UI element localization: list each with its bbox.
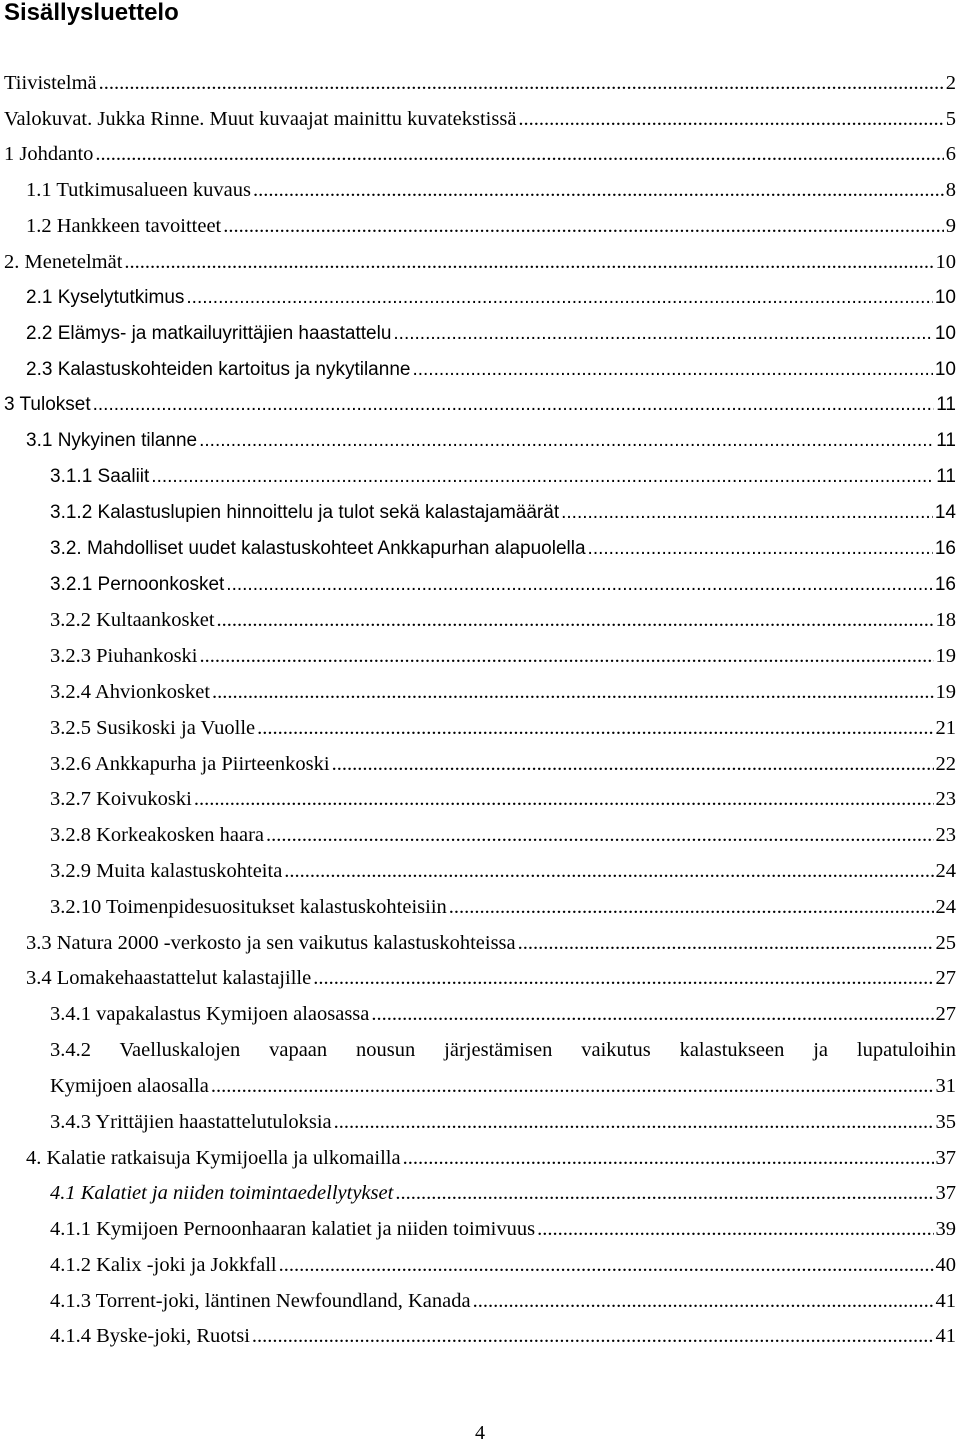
toc-entry-page: 18 — [935, 609, 956, 631]
toc-leader-dots — [371, 997, 933, 1031]
toc-leader-dots — [252, 1319, 934, 1353]
toc-entry-3-2-2[interactable] — [50, 603, 956, 637]
toc-entry-label: 3.4 Lomakehaastattelut kalastajille — [26, 967, 312, 989]
toc-entry-3-1[interactable] — [26, 424, 956, 458]
toc-entry-label: 4.1 Kalatiet ja niiden toimintaedellytykset — [50, 1182, 394, 1204]
toc-entry-label: 1.1 Tutkimusalueen kuvaus — [26, 179, 251, 201]
toc-entry-label: 2.3 Kalastuskohteiden kartoitus ja nykytilanne — [26, 359, 411, 380]
toc-entry-label: 4.1.3 Torrent-joki, läntinen Newfoundland, Kanada — [50, 1290, 471, 1312]
toc-leader-dots — [279, 1248, 934, 1282]
toc-leader-dots — [393, 317, 932, 351]
toc-entry-label: 3.2.10 Toimenpidesuositukset kalastuskohteisiin — [50, 896, 447, 918]
toc-leader-dots — [200, 639, 934, 673]
toc-entry-page: 5 — [945, 108, 956, 130]
toc-entry-label: Tiivistelmä — [4, 72, 97, 94]
toc-entry-page: 27 — [935, 967, 956, 989]
toc-entry-page: 10 — [934, 359, 956, 380]
toc-entry-tiivistelma[interactable] — [4, 66, 956, 100]
toc-entry-page: 27 — [935, 1003, 956, 1025]
toc-entry-page: 39 — [935, 1218, 956, 1240]
toc-entry-4-1-2[interactable] — [50, 1248, 956, 1282]
toc-entry-label: 4.1.1 Kymijoen Pernoonhaaran kalatiet ja niiden toimivuus — [50, 1218, 536, 1240]
toc-entry-page: 10 — [935, 251, 956, 273]
toc-entry-3-2-5[interactable] — [50, 711, 956, 745]
toc-leader-dots — [313, 961, 933, 995]
toc-entry-3-2-6[interactable] — [50, 747, 956, 781]
toc-entry-label: 1 Johdanto — [4, 143, 94, 165]
toc-entry-3-2-10[interactable] — [50, 890, 956, 924]
toc-leader-dots — [561, 496, 933, 530]
toc-leader-dots — [395, 1176, 933, 1210]
toc-entry-page: 9 — [945, 215, 956, 237]
toc-entry-label: 3.2.8 Korkeakosken haara — [50, 824, 265, 846]
toc-leader-dots — [211, 1068, 934, 1104]
toc-entry-label: 3.2.1 Pernoonkosket — [50, 574, 225, 595]
toc-entry-label: 3.1 Nykyinen tilanne — [26, 430, 198, 451]
toc-entry-label: 3.2.4 Ahvionkosket — [50, 681, 211, 703]
toc-entry-johdanto[interactable] — [4, 137, 956, 171]
toc-entry-label: 3.2.2 Kultaankosket — [50, 609, 215, 631]
toc-entry-label: 2.2 Elämys- ja matkailuyrittäjien haastattelu — [26, 323, 392, 344]
toc-leader-dots — [93, 388, 935, 422]
toc-entry-page: 11 — [936, 466, 956, 487]
toc-entry-label: 2. Menetelmät — [4, 251, 123, 273]
toc-entry-valokuvat[interactable] — [4, 102, 956, 136]
toc-entry-label: 4. Kalatie ratkaisuja Kymijoella ja ulkomailla — [26, 1147, 401, 1169]
toc-entry-3-2-7[interactable] — [50, 782, 956, 816]
toc-leader-dots — [537, 1212, 933, 1246]
toc-leader-dots — [266, 818, 933, 852]
toc-leader-dots — [151, 460, 934, 494]
toc-entry-page: 40 — [935, 1254, 956, 1276]
toc-entry-label: 3.3 Natura 2000 -verkosto ja sen vaikutus kalastuskohteissa — [26, 932, 516, 954]
toc-leader-dots — [588, 532, 933, 566]
toc-entry-label: 4.1.2 Kalix -joki ja Jokkfall — [50, 1254, 277, 1276]
toc-entry-2-2[interactable] — [26, 317, 956, 351]
toc-entry-page: 37 — [935, 1147, 956, 1169]
toc-leader-dots — [226, 568, 933, 602]
toc-leader-dots — [334, 1105, 934, 1139]
toc-entry-label: 3.4.1 vapakalastus Kymijoen alaosassa — [50, 1003, 370, 1025]
toc-entry-page: 25 — [935, 932, 956, 954]
toc-entry-3-1-1[interactable] — [50, 460, 956, 494]
toc-entry-page: 41 — [935, 1325, 956, 1347]
toc-entry-label: 3.2.6 Ankkapurha ja Piirteenkoski — [50, 753, 330, 775]
toc-entry-3-2-9[interactable] — [50, 854, 956, 888]
toc-entry-page: 31 — [935, 1075, 956, 1097]
toc-entry-page: 16 — [934, 538, 956, 559]
toc-entry-page: 2 — [945, 72, 956, 94]
toc-leader-dots — [99, 66, 944, 100]
toc-entry-page: 16 — [934, 574, 956, 595]
toc-entry-3-4-3[interactable] — [50, 1105, 956, 1139]
toc-entry-line2 — [50, 1068, 956, 1104]
toc-leader-dots — [199, 424, 934, 458]
toc-entry-label: 3 Tulokset — [4, 394, 91, 415]
toc-leader-dots — [473, 1284, 934, 1318]
toc-leader-dots — [124, 245, 933, 279]
toc-entry-label: 4.1.4 Byske-joki, Ruotsi — [50, 1325, 250, 1347]
toc-entry-page: 35 — [935, 1111, 956, 1133]
toc-entry-3-2-8[interactable] — [50, 818, 956, 852]
toc-entry-3-1-2[interactable] — [50, 496, 956, 530]
toc-entry-label: Valokuvat. Jukka Rinne. Muut kuvaajat mainittu kuvatekstissä — [4, 108, 517, 130]
toc-entry-page: 24 — [935, 860, 956, 882]
toc-leader-dots — [449, 890, 934, 924]
toc-leader-dots — [212, 675, 933, 709]
toc-entry-label: 1.2 Hankkeen tavoitteet — [26, 215, 222, 237]
toc-entry-page: 14 — [934, 502, 956, 523]
toc-entry-4-1-3[interactable] — [50, 1284, 956, 1318]
toc-entry-label: 3.1.2 Kalastuslupien hinnoittelu ja tulot sekä kalastajamäärät — [50, 502, 560, 523]
toc-leader-dots — [257, 711, 933, 745]
toc-leader-dots — [217, 603, 934, 637]
toc-leader-dots — [518, 102, 943, 136]
toc-entry-3-4-1[interactable] — [50, 997, 956, 1031]
toc-entry-page: 24 — [935, 896, 956, 918]
toc-entry-page: 19 — [935, 645, 956, 667]
toc-entry-3-3[interactable] — [26, 926, 956, 960]
toc-leader-dots — [194, 782, 934, 816]
toc-leader-dots — [332, 747, 934, 781]
toc-entry-page: 19 — [935, 681, 956, 703]
toc-entry-page: 41 — [935, 1290, 956, 1312]
toc-leader-dots — [95, 137, 943, 171]
toc-entry-3-2-1[interactable] — [50, 568, 956, 602]
toc-entry-label: 2.1 Kyselytutkimus — [26, 287, 185, 308]
toc-entry-label: 3.4.3 Yrittäjien haastattelutuloksia — [50, 1111, 332, 1133]
toc-entry-page: 10 — [934, 323, 956, 344]
toc-entry-3-2-4[interactable] — [50, 675, 956, 709]
toc-entry-1-1[interactable] — [26, 173, 956, 207]
toc-entry-page: 6 — [945, 143, 956, 165]
toc-entry-page: 22 — [935, 753, 956, 775]
toc-entry-3-4[interactable] — [26, 961, 956, 995]
toc-entry-3-2[interactable] — [50, 532, 956, 566]
toc-entry-label: 3.2.9 Muita kalastuskohteita — [50, 860, 283, 882]
toc-leader-dots — [284, 854, 933, 888]
toc-entry-label: 3.2.7 Koivukoski — [50, 788, 192, 810]
toc-entry-page: 23 — [935, 824, 956, 846]
toc-entry-3-2-3[interactable] — [50, 639, 956, 673]
toc-entry-page: 23 — [935, 788, 956, 810]
toc-leader-dots — [518, 926, 934, 960]
toc-entry-page: 11 — [936, 394, 956, 415]
toc-leader-dots — [186, 281, 932, 315]
toc-entry-page: 37 — [935, 1182, 956, 1204]
toc-entry-label: 3.2. Mahdolliset uudet kalastuskohteet Ankkapurhan alapuolella — [50, 538, 586, 559]
toc-entry-page: 8 — [945, 179, 956, 201]
toc-entry-label: 3.2.3 Piuhankoski — [50, 645, 198, 667]
toc-entry-3[interactable] — [4, 388, 956, 422]
toc-entry-4-1-1[interactable] — [50, 1212, 956, 1246]
toc-leader-dots — [253, 173, 944, 207]
toc-entry-2-1[interactable] — [26, 281, 956, 315]
toc-entry-4-1-4[interactable] — [50, 1319, 956, 1353]
toc-leader-dots — [412, 353, 932, 387]
page-title: Sisällysluettelo — [4, 0, 179, 26]
toc-leader-dots — [223, 209, 943, 243]
toc-entry-4[interactable] — [26, 1141, 956, 1175]
toc-entry-label: 3.2.5 Susikoski ja Vuolle — [50, 717, 256, 739]
page-number: 4 — [475, 1422, 485, 1444]
toc-entry-label: 3.1.1 Saaliit — [50, 466, 150, 487]
toc-entry-page: 11 — [936, 430, 956, 451]
toc-entry-4-1[interactable] — [50, 1176, 956, 1210]
toc-entry-3-4-2[interactable] — [50, 1032, 956, 1104]
toc-entry-label-continued: Kymijoen alaosalla — [50, 1075, 209, 1097]
toc-leader-dots — [403, 1141, 934, 1175]
toc-entry-2-3[interactable] — [26, 353, 956, 387]
toc-entry-page: 21 — [935, 717, 956, 739]
toc-entry-label: 3.4.2 Vaelluskalojen vapaan nousun järjestämisen vaikutus kalastukseen ja lupatuloihin — [50, 1039, 956, 1061]
toc-entry-1-2[interactable] — [26, 209, 956, 243]
toc-entry-page: 10 — [934, 287, 956, 308]
toc-entry-2[interactable] — [4, 245, 956, 279]
